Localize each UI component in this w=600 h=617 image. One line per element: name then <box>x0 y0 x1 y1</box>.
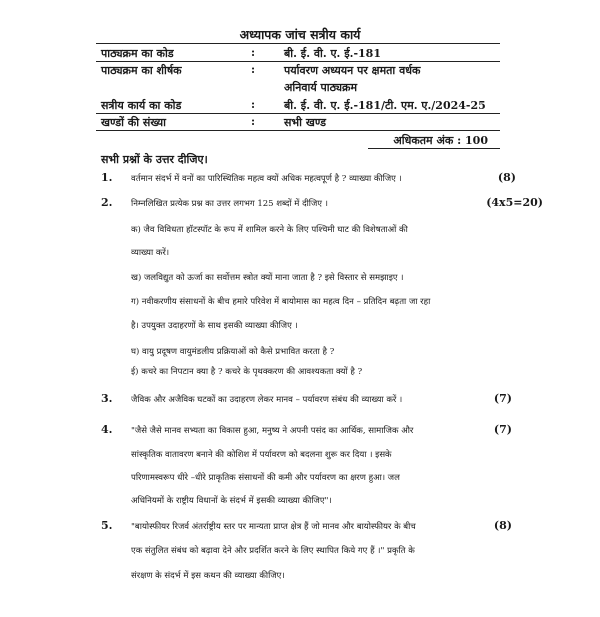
sub-question-cont: है। उपयुक्त उदाहरणों के साथ इसकी व्याख्या कीजिए । <box>131 321 298 331</box>
question-text: "जैसे जैसे मानव सभ्यता का विकास हुआ, मनुष्य ने अपनी पसंद का आर्थिक, सामाजिक और <box>131 426 414 436</box>
meta-colon: : <box>251 63 256 76</box>
meta-value: बी. ई. वी. ए. ई.-181/टी. एम. ए./2024-25 <box>284 99 486 112</box>
question-number: 5. <box>101 519 113 532</box>
meta-label: पाठ्यक्रम का शीर्षक <box>101 64 182 77</box>
meta-value-continued: अनिवार्य पाठ्यक्रम <box>284 81 358 94</box>
question-text: "बायोस्फीयर रिजर्व अंतर्राष्ट्रीय स्तर पर मान्यता प्राप्त क्षेत्र हैं जो मानव और बायोस्फीयर के बीच <box>131 522 416 532</box>
meta-value: सभी खण्ड <box>284 116 326 129</box>
question-text-cont: परिणामस्वरूप धीरे –धीरे प्राकृतिक संसाधनों की कमी और पर्यावरण का क्षरण हुआ। जल <box>131 473 400 483</box>
meta-divider <box>96 130 500 131</box>
question-text: जैविक और अजैविक घटकों का उदाहरण लेकर मानव – पर्यावरण संबंध की व्याख्या करें । <box>131 395 403 405</box>
question-text: वर्तमान संदर्भ में वनों का पारिस्थितिक महत्व क्यों अधिक महत्वपूर्ण है ? व्याख्या कीजिए । <box>131 174 402 184</box>
question-number: 4. <box>101 423 113 436</box>
sub-question: ई) कचरे का निपटान क्या है ? कचरे के पृथक्करण की आवश्यकता क्यों है ? <box>131 367 363 377</box>
sub-question: क) जैव विविधता हॉटस्पॉट के रूप में शामिल करने के लिए पश्चिमी घाट की विशेषताओं की <box>131 225 408 235</box>
question-text-cont: संरक्षण के संदर्भ में इस कथन की व्याख्या कीजिए। <box>131 571 285 581</box>
question-text-cont: सांस्कृतिक वातावरण बनाने की कोशिश में पर्यावरण को बदलना शुरू कर दिया । इसके <box>131 450 392 460</box>
question-marks: (4x5=20) <box>486 196 543 209</box>
max-marks: अधिकतम अंक : 100 <box>393 134 488 147</box>
title-divider <box>96 43 500 44</box>
meta-colon: : <box>251 98 256 111</box>
sub-question: ख) जलविद्युत को ऊर्जा का सर्वोत्तम स्त्रोत क्यों माना जाता है ? इसे विस्तार से समझाइए । <box>131 273 404 283</box>
page-title: अध्यापक जांच सत्रीय कार्य <box>239 27 361 42</box>
meta-value: पर्यावरण अध्ययन पर क्षमता वर्धक <box>284 64 421 77</box>
meta-colon: : <box>251 115 256 128</box>
question-text: निम्नलिखित प्रत्येक प्रश्न का उत्तर लगभग 125 शब्दों में दीजिए । <box>131 199 328 209</box>
meta-divider <box>96 61 500 62</box>
sub-question-cont: व्याख्या करें। <box>131 248 170 258</box>
question-marks: (8) <box>493 519 512 532</box>
max-marks-underline <box>368 148 500 149</box>
sub-question: ग) नवीकरणीय संसाधनों के बीच हमारे परिवेश में बायोमास का महत्व दिन – प्रतिदिन बढ़ता जा रहा <box>131 297 431 307</box>
question-marks: (8) <box>497 171 516 184</box>
question-text-cont: एक संतुलित संबंध को बढ़ावा देने और प्रदर्शित करने के लिए स्थापित किये गए हैं ।" प्रकृति के <box>131 546 415 556</box>
meta-label: खण्डों की संख्या <box>101 116 167 129</box>
instructions: सभी प्रश्नों के उत्तर दीजिए। <box>101 153 208 166</box>
sub-question: घ) वायु प्रदूषण वायुमंडलीय प्रक्रियाओं को कैसे प्रभावित करता है ? <box>131 347 335 357</box>
meta-divider <box>96 113 500 114</box>
question-number: 3. <box>101 392 113 405</box>
question-number: 1. <box>101 171 113 184</box>
meta-value: बी. ई. वी. ए. ई.-181 <box>284 47 381 60</box>
question-text-cont: अधिनियमों के राष्ट्रीय विधानों के संदर्भ में इसकी व्याख्या कीजिए"। <box>131 496 332 506</box>
question-marks: (7) <box>493 423 512 436</box>
question-marks: (7) <box>493 392 512 405</box>
meta-label: सत्रीय कार्य का कोड <box>101 99 182 112</box>
meta-label: पाठ्यक्रम का कोड <box>101 47 174 60</box>
meta-colon: : <box>251 46 256 59</box>
question-number: 2. <box>101 196 113 209</box>
